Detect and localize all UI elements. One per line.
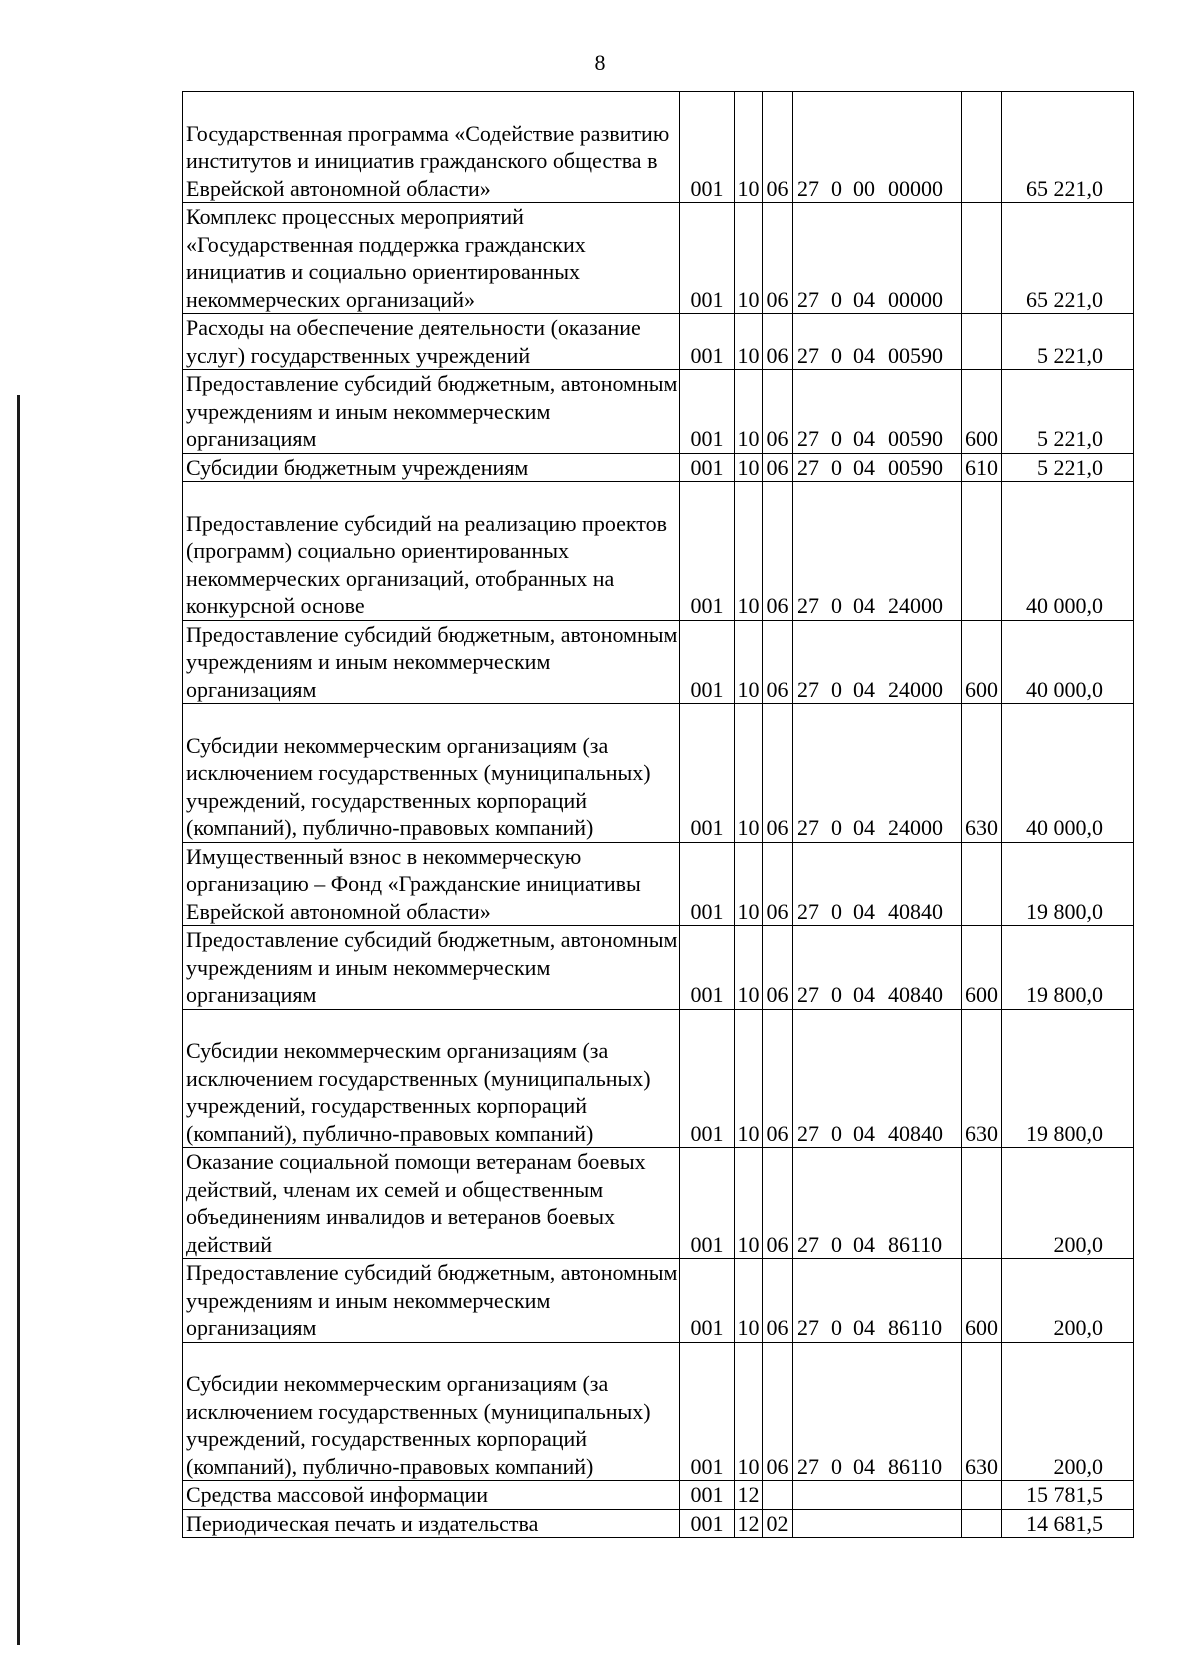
target-article-part: 0 [831, 593, 842, 618]
expense-type-cell: 600 [962, 926, 1002, 1010]
row-name-cell: Субсидии некоммерческим организациям (за исключением государственных (муниципальных) учреждений, государственных корпораций (компаний), публично-правовых компаний) [183, 1009, 680, 1148]
ministry-code-cell: 001 [680, 1009, 735, 1148]
target-article-cell [793, 482, 962, 621]
expense-type-cell [962, 1481, 1002, 1510]
target-article-part: 86110 [888, 1315, 943, 1340]
target-article-part: 0 [831, 342, 842, 368]
page-number: 8 [594, 50, 606, 75]
row-name-cell: Оказание социальной помощи ветеранам боевых действий, членам их семей и общественным объединениям инвалидов и ветеранов боевых действий [183, 1148, 680, 1259]
section-code-cell: 10 [735, 842, 763, 926]
row-name-cell: Средства массовой информации [183, 1481, 680, 1510]
target-article-part: 24000 [888, 593, 943, 618]
amount-cell: 65 221,0 [1002, 203, 1134, 314]
subsection-code-cell: 06 [763, 370, 793, 454]
target-article-part: 0 [831, 1120, 842, 1146]
ministry-code-cell: 001 [680, 620, 735, 704]
amount-cell: 19 800,0 [1002, 1009, 1134, 1148]
section-code-cell: 12 [735, 1481, 763, 1510]
target-article-cell [793, 620, 962, 704]
section-code-cell: 10 [735, 370, 763, 454]
table-row [183, 370, 1134, 454]
expense-type-cell: 630 [962, 1342, 1002, 1481]
table-row [183, 1342, 1134, 1481]
ministry-code-cell: 001 [680, 1509, 735, 1538]
target-article-cell [793, 203, 962, 314]
row-name-cell: Предоставление субсидий бюджетным, автономным учреждениям и иным некоммерческим организациям [183, 926, 680, 1010]
expense-type-cell: 600 [962, 370, 1002, 454]
target-article-part: 27 [797, 1453, 819, 1479]
ministry-code-cell: 001 [680, 92, 735, 203]
amount-cell: 5 221,0 [1002, 453, 1134, 482]
subsection-code-cell [763, 1481, 793, 1510]
section-code-cell: 10 [735, 482, 763, 621]
expense-type-cell: 600 [962, 620, 1002, 704]
section-code-cell: 10 [735, 704, 763, 843]
target-article-part: 04 [853, 1453, 875, 1479]
target-article-part: 04 [853, 1315, 875, 1340]
target-article-part: 0 [831, 898, 842, 924]
expense-type-cell: 600 [962, 1259, 1002, 1343]
target-article-part: 00000 [888, 286, 943, 312]
target-article-cell [793, 704, 962, 843]
section-code-cell: 12 [735, 1509, 763, 1538]
subsection-code-cell: 06 [763, 203, 793, 314]
ministry-code-cell: 001 [680, 842, 735, 926]
target-article-part: 00590 [888, 426, 943, 451]
subsection-code-cell: 06 [763, 1259, 793, 1343]
target-article-cell [793, 1259, 962, 1343]
subsection-code-cell: 06 [763, 704, 793, 843]
target-article-part: 86110 [888, 1231, 943, 1257]
target-article-part: 04 [853, 982, 875, 1007]
target-article-part: 0 [831, 286, 842, 312]
ministry-code-cell: 001 [680, 370, 735, 454]
target-article-part: 86110 [888, 1453, 943, 1479]
subsection-code-cell: 06 [763, 1148, 793, 1259]
subsection-code-cell: 06 [763, 620, 793, 704]
target-article-cell [793, 1342, 962, 1481]
row-name-cell: Субсидии бюджетным учреждениям [183, 453, 680, 482]
ministry-code-cell: 001 [680, 704, 735, 843]
target-article-cell [793, 1148, 962, 1259]
target-article-part: 27 [797, 342, 819, 368]
budget-table [182, 91, 1134, 1538]
amount-cell: 15 781,5 [1002, 1481, 1134, 1510]
amount-cell: 200,0 [1002, 1342, 1134, 1481]
subsection-code-cell: 06 [763, 926, 793, 1010]
target-article-part: 27 [797, 426, 819, 451]
amount-cell: 14 681,5 [1002, 1509, 1134, 1538]
subsection-code-cell: 06 [763, 314, 793, 370]
section-code-cell: 10 [735, 1342, 763, 1481]
table-row [183, 92, 1134, 203]
subsection-code-cell: 06 [763, 1009, 793, 1148]
ministry-code-cell: 001 [680, 1342, 735, 1481]
table-row [183, 482, 1134, 621]
amount-cell: 200,0 [1002, 1148, 1134, 1259]
target-article-part: 27 [797, 982, 819, 1007]
target-article-part: 0 [831, 454, 842, 480]
amount-cell: 19 800,0 [1002, 926, 1134, 1010]
target-article-part: 04 [853, 342, 875, 368]
target-article-part: 27 [797, 1231, 819, 1257]
row-name-cell: Расходы на обеспечение деятельности (оказание услуг) государственных учреждений [183, 314, 680, 370]
ministry-code-cell: 001 [680, 203, 735, 314]
row-name-cell: Комплекс процессных мероприятий «Государственная поддержка гражданских инициатив и социально ориентированных некоммерческих организаций» [183, 203, 680, 314]
amount-cell: 200,0 [1002, 1259, 1134, 1343]
amount-cell: 40 000,0 [1002, 620, 1134, 704]
target-article-cell [793, 1009, 962, 1148]
expense-type-cell [962, 314, 1002, 370]
row-name-cell: Предоставление субсидий на реализацию проектов (программ) социально ориентированных некоммерческих организаций, отобранных на конкурсной основе [183, 482, 680, 621]
target-article-part: 0 [831, 1315, 842, 1340]
target-article-part: 27 [797, 175, 819, 201]
amount-cell: 40 000,0 [1002, 704, 1134, 843]
subsection-code-cell: 06 [763, 842, 793, 926]
target-article-part: 24000 [888, 676, 943, 702]
target-article-cell [793, 370, 962, 454]
target-article-part: 0 [831, 815, 842, 840]
section-code-cell: 10 [735, 92, 763, 203]
section-code-cell: 10 [735, 203, 763, 314]
target-article-cell [793, 1481, 962, 1510]
expense-type-cell: 630 [962, 704, 1002, 843]
row-name-cell: Предоставление субсидий бюджетным, автономным учреждениям и иным некоммерческим организациям [183, 370, 680, 454]
target-article-part: 04 [853, 676, 875, 702]
section-code-cell: 10 [735, 1009, 763, 1148]
target-article-part: 04 [853, 286, 875, 312]
row-name-cell: Предоставление субсидий бюджетным, автономным учреждениям и иным некоммерческим организациям [183, 620, 680, 704]
budget-table-body [183, 92, 1134, 1538]
target-article-cell [793, 1509, 962, 1538]
target-article-part: 00590 [888, 342, 943, 368]
expense-type-cell [962, 482, 1002, 621]
target-article-part: 24000 [888, 815, 943, 840]
expense-type-cell: 610 [962, 453, 1002, 482]
subsection-code-cell: 06 [763, 92, 793, 203]
ministry-code-cell: 001 [680, 926, 735, 1010]
table-row [183, 1481, 1134, 1510]
amount-cell: 19 800,0 [1002, 842, 1134, 926]
target-article-part: 40840 [888, 1120, 943, 1146]
table-row [183, 203, 1134, 314]
target-article-cell [793, 92, 962, 203]
target-article-part: 0 [831, 426, 842, 451]
row-name-cell: Субсидии некоммерческим организациям (за исключением государственных (муниципальных) учреждений, государственных корпораций (компаний), публично-правовых компаний) [183, 1342, 680, 1481]
target-article-part: 04 [853, 426, 875, 451]
target-article-part: 0 [831, 175, 842, 201]
target-article-cell [793, 926, 962, 1010]
section-code-cell: 10 [735, 1148, 763, 1259]
subsection-code-cell: 02 [763, 1509, 793, 1538]
target-article-part: 04 [853, 454, 875, 480]
row-name-cell: Государственная программа «Содействие развитию институтов и инициатив гражданского общества в Еврейской автономной области» [183, 92, 680, 203]
section-code-cell: 10 [735, 314, 763, 370]
table-row [183, 620, 1134, 704]
amount-cell: 5 221,0 [1002, 370, 1134, 454]
target-article-part: 27 [797, 1120, 819, 1146]
amount-cell: 65 221,0 [1002, 92, 1134, 203]
target-article-part: 27 [797, 286, 819, 312]
target-article-part: 27 [797, 815, 819, 840]
table-row [183, 1259, 1134, 1343]
target-article-part: 0 [831, 676, 842, 702]
target-article-part: 0 [831, 1453, 842, 1479]
target-article-part: 27 [797, 454, 819, 480]
target-article-part: 00590 [888, 454, 943, 480]
section-code-cell: 10 [735, 1259, 763, 1343]
target-article-part: 40840 [888, 982, 943, 1007]
row-name-cell: Имущественный взнос в некоммерческую организацию – Фонд «Гражданские инициативы Еврейской автономной области» [183, 842, 680, 926]
row-name-cell: Периодическая печать и издательства [183, 1509, 680, 1538]
target-article-cell [793, 842, 962, 926]
row-name-cell: Предоставление субсидий бюджетным, автономным учреждениям и иным некоммерческим организациям [183, 1259, 680, 1343]
table-row [183, 1509, 1134, 1538]
section-code-cell: 10 [735, 620, 763, 704]
section-code-cell: 10 [735, 453, 763, 482]
subsection-code-cell: 06 [763, 482, 793, 621]
amount-cell: 5 221,0 [1002, 314, 1134, 370]
target-article-part: 04 [853, 815, 875, 840]
ministry-code-cell: 001 [680, 1148, 735, 1259]
target-article-part: 04 [853, 1120, 875, 1146]
ministry-code-cell: 001 [680, 1481, 735, 1510]
expense-type-cell [962, 203, 1002, 314]
subsection-code-cell: 06 [763, 453, 793, 482]
target-article-cell [793, 314, 962, 370]
ministry-code-cell: 001 [680, 1259, 735, 1343]
table-row [183, 1009, 1134, 1148]
target-article-part: 40840 [888, 898, 943, 924]
expense-type-cell [962, 842, 1002, 926]
target-article-part: 27 [797, 593, 819, 618]
target-article-part: 0 [831, 1231, 842, 1257]
table-row [183, 842, 1134, 926]
expense-type-cell [962, 1148, 1002, 1259]
table-row [183, 314, 1134, 370]
row-name-cell: Субсидии некоммерческим организациям (за исключением государственных (муниципальных) учреждений, государственных корпораций (компаний), публично-правовых компаний) [183, 704, 680, 843]
table-row [183, 926, 1134, 1010]
target-article-part: 04 [853, 1231, 875, 1257]
expense-type-cell [962, 1509, 1002, 1538]
expense-type-cell [962, 92, 1002, 203]
expense-type-cell: 630 [962, 1009, 1002, 1148]
target-article-part: 00000 [888, 175, 943, 201]
target-article-part: 04 [853, 898, 875, 924]
ministry-code-cell: 001 [680, 453, 735, 482]
ministry-code-cell: 001 [680, 482, 735, 621]
amount-cell: 40 000,0 [1002, 482, 1134, 621]
table-row [183, 453, 1134, 482]
target-article-part: 27 [797, 1315, 819, 1340]
scan-edge-line [17, 395, 20, 1645]
target-article-part: 27 [797, 898, 819, 924]
target-article-part: 04 [853, 593, 875, 618]
target-article-part: 00 [853, 175, 875, 201]
table-row [183, 1148, 1134, 1259]
target-article-part: 27 [797, 676, 819, 702]
subsection-code-cell: 06 [763, 1342, 793, 1481]
target-article-cell [793, 453, 962, 482]
section-code-cell: 10 [735, 926, 763, 1010]
target-article-part: 0 [831, 982, 842, 1007]
table-row [183, 704, 1134, 843]
ministry-code-cell: 001 [680, 314, 735, 370]
